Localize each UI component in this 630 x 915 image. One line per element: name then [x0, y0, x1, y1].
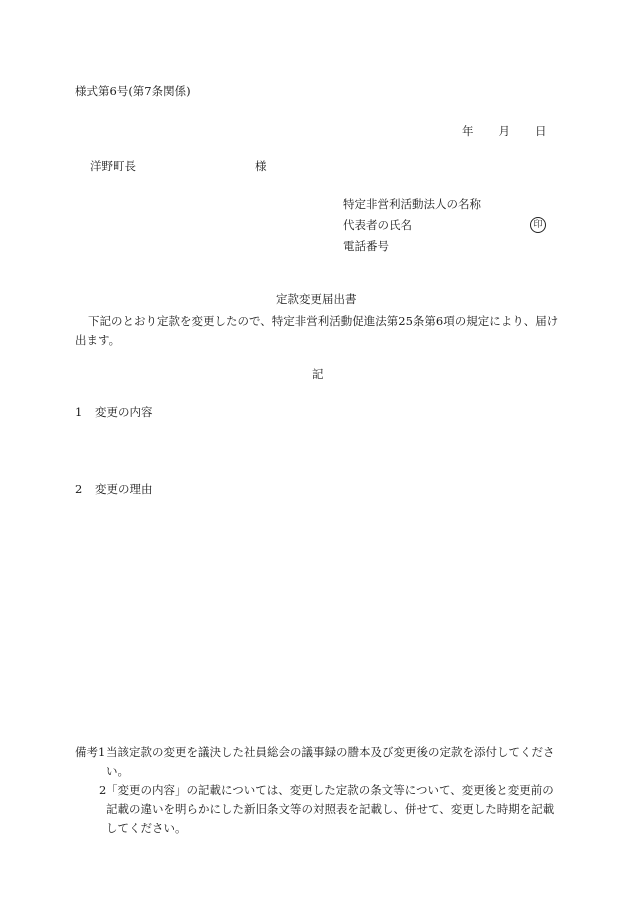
note-item: [75, 781, 559, 838]
org-name-label: 特定非営利活動法人の名称: [343, 197, 481, 211]
body-text: 下記のとおり定款を変更したので、特定非営利活動促進法第25条第6項の規定により、届け出ます。: [75, 314, 559, 347]
notes-block: [75, 743, 559, 838]
document-title: 定款変更届出書: [276, 292, 357, 306]
applicant-block: [343, 199, 481, 262]
note-text: 当該定款の変更を議決した社員総会の議事録の謄本及び変更後の定款を添付してください。: [106, 745, 555, 778]
ki-heading: 記: [312, 367, 324, 381]
note-label: [75, 743, 106, 762]
addressee-honorific: 様: [255, 159, 267, 173]
date-line: [462, 126, 547, 138]
section-change-reason: [75, 484, 153, 496]
addressee-name: 洋野町長: [90, 159, 136, 173]
form-number: 様式第6号(第7条関係): [75, 84, 191, 98]
section-number: 2: [75, 482, 83, 496]
date-month: 月: [498, 124, 510, 138]
note-text: 「変更の内容」の記載については、変更した定款の条文等について、変更後と変更前の記載の違いを明らかにした新旧条文等の対照表を記載し、併せて、変更した時期を記載してください。: [106, 783, 555, 835]
section-change-content: [75, 407, 153, 419]
section-label: 変更の理由: [95, 482, 153, 496]
section-label: 変更の内容: [95, 405, 153, 419]
rep-name-label: 代表者の氏名: [343, 218, 412, 232]
date-day: 日: [535, 124, 547, 138]
note-number: 2: [99, 783, 107, 797]
seal-mark: 印: [530, 217, 546, 233]
note-item: [75, 743, 559, 781]
note-number: 1: [98, 745, 106, 759]
phone-label: 電話番号: [343, 239, 389, 253]
date-year: 年: [462, 124, 474, 138]
section-number: 1: [75, 405, 83, 419]
notes-heading: 備考: [75, 745, 98, 759]
